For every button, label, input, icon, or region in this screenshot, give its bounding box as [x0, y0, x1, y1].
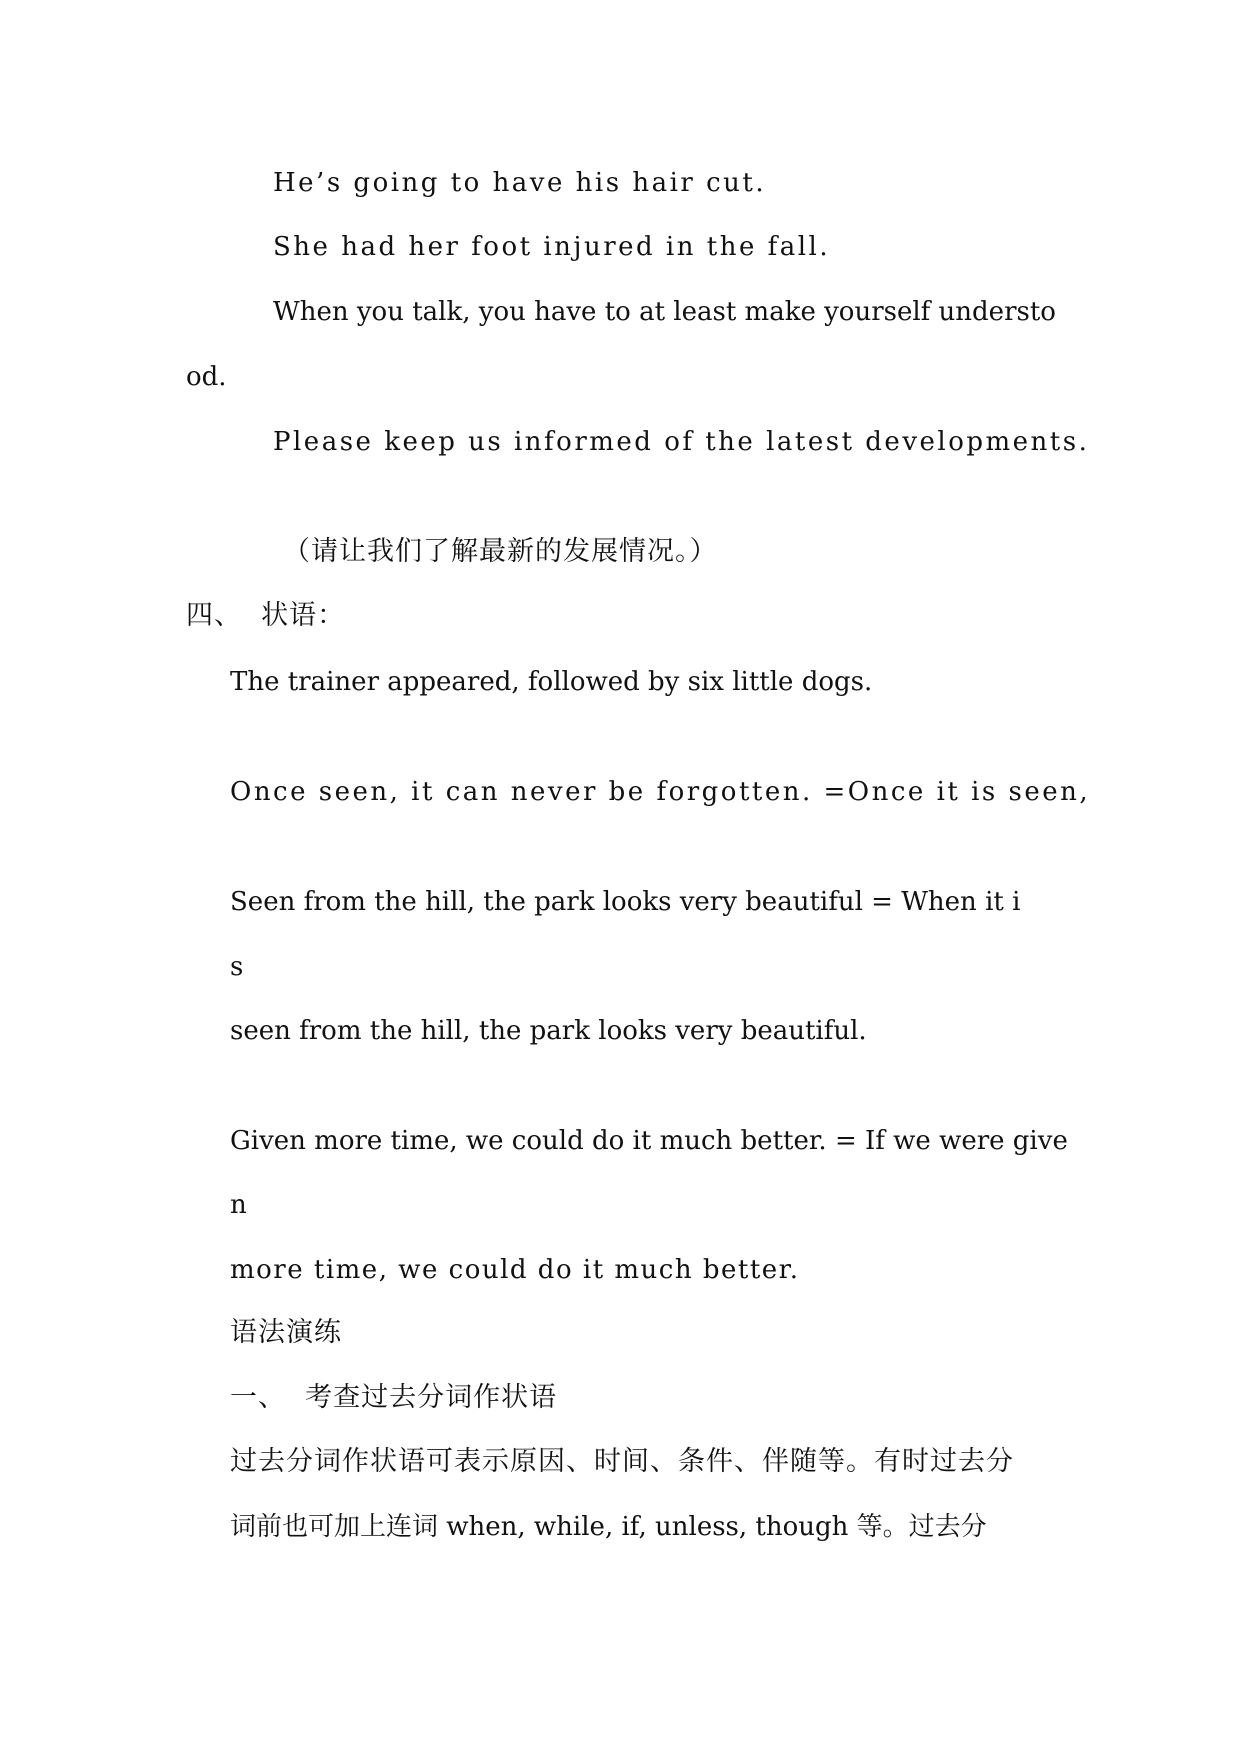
- example-sentence-seen-from-hill-part2: s: [230, 952, 244, 982]
- subsection-heading-past-participle: 一、 考查过去分词作状语: [230, 1382, 558, 1413]
- section-heading-adverbial: 四、 状语：: [186, 600, 346, 631]
- example-sentence-given-time-part1: Given more time, we could do it much better. = If we were give: [230, 1126, 1068, 1156]
- example-sentence-seen-from-hill-part1: Seen from the hill, the park looks very beautiful = When it i: [230, 887, 1021, 917]
- translation-keep-informed: （请让我们了解最新的发展情况。）: [283, 536, 718, 567]
- example-sentence-understood-part1: When you talk, you have to at least make yourself understo: [273, 297, 1056, 327]
- example-sentence-understood-part2: od.: [186, 362, 227, 392]
- example-sentence-foot-injured: She had her foot injured in the fall.: [273, 232, 831, 262]
- explanation-paragraph-line1: 过去分词作状语可表示原因、时间、条件、伴随等。有时过去分: [230, 1446, 1014, 1477]
- example-sentence-trainer: The trainer appeared, followed by six little dogs.: [230, 667, 873, 697]
- example-sentence-keep-informed: Please keep us informed of the latest developments.: [273, 427, 1090, 457]
- example-sentence-given-time-part2: n: [230, 1190, 247, 1220]
- example-sentence-once-seen: Once seen, it can never be forgotten. =Once it is seen,: [230, 777, 1091, 807]
- explanation-paragraph-line2: 词前也可加上连词 when, while, if, unless, though 等。过去分: [230, 1512, 987, 1542]
- section-heading-grammar-practice: 语法演练: [230, 1317, 342, 1348]
- example-sentence-given-time-part3: more time, we could do it much better.: [230, 1255, 800, 1285]
- example-sentence-seen-from-hill-part3: seen from the hill, the park looks very beautiful.: [230, 1016, 867, 1046]
- example-sentence-hair-cut: He’s going to have his hair cut.: [273, 168, 767, 198]
